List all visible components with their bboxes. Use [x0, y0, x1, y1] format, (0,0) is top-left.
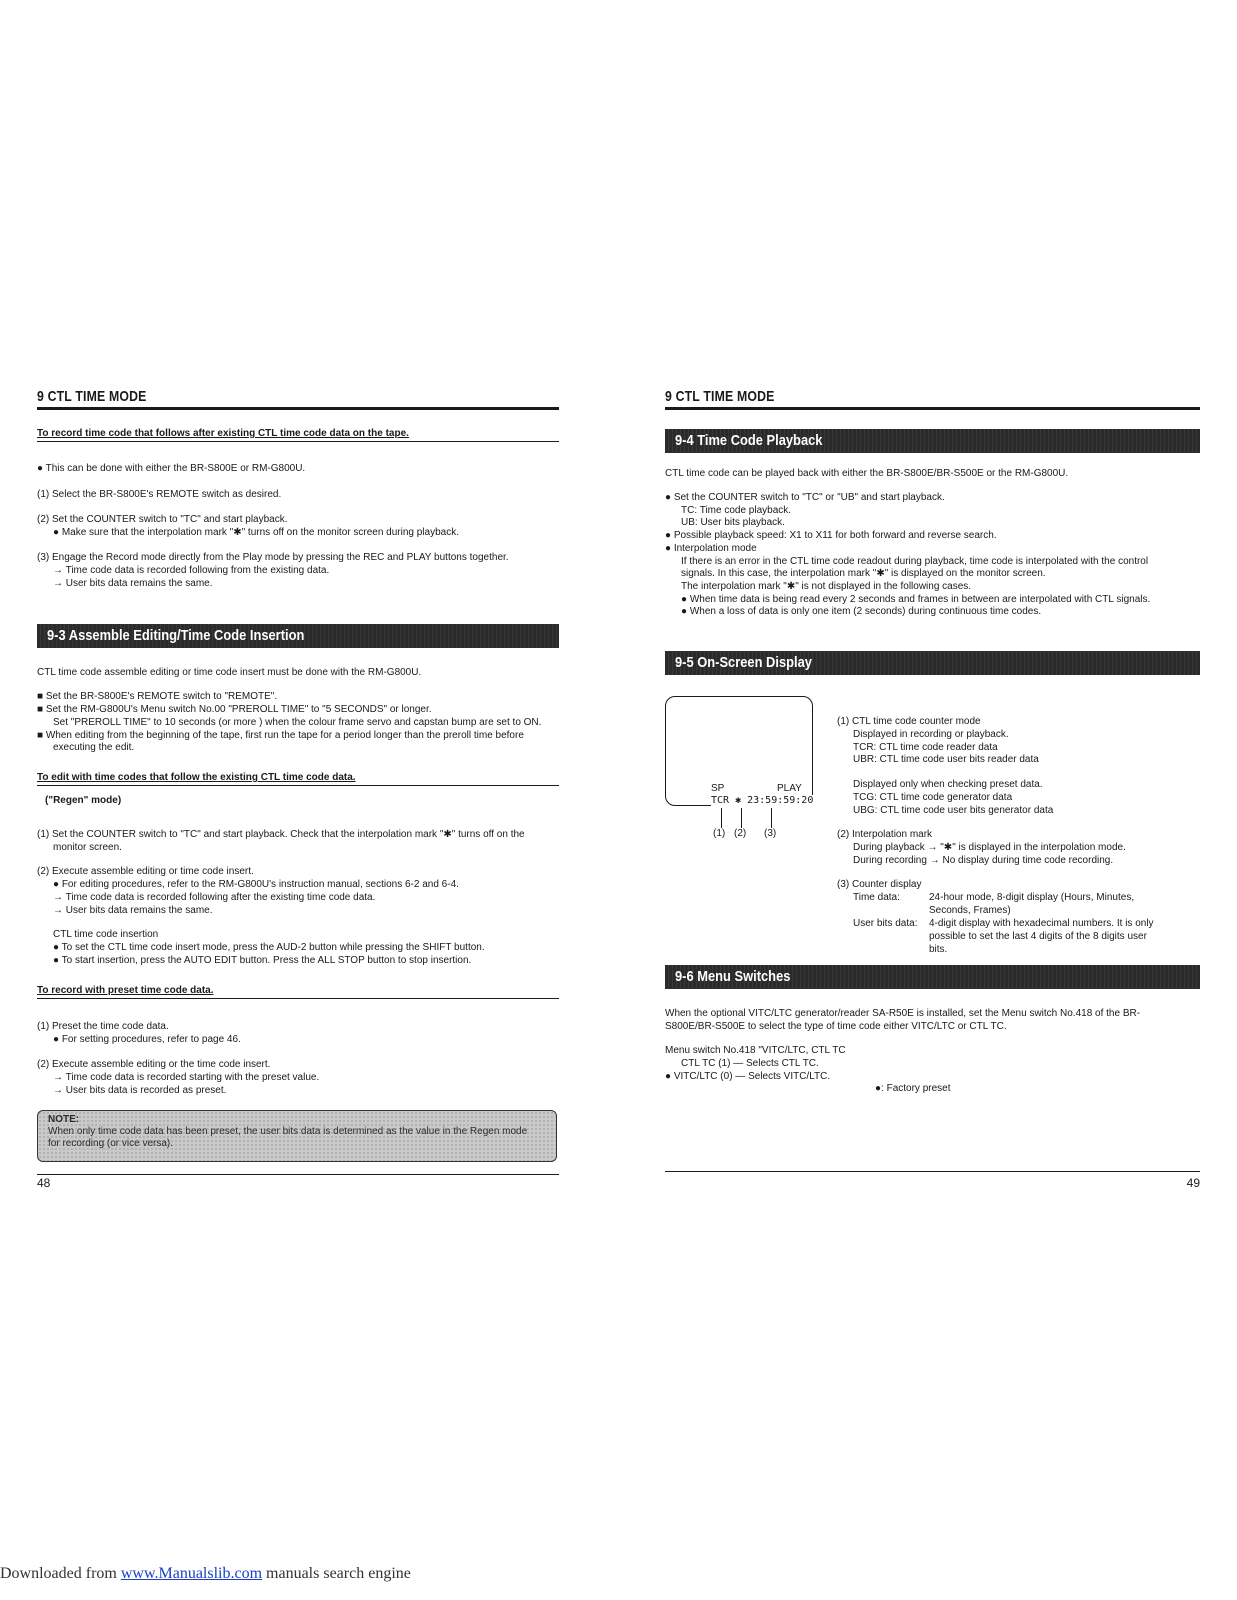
- text-line: During playback → "✱" is displayed in the interpolation mode.: [853, 842, 1126, 853]
- subheading-rule: [37, 998, 559, 999]
- row-key: User bits data:: [853, 918, 918, 929]
- step-line: (1) Select the BR-S800E's REMOTE switch as desired.: [37, 489, 282, 500]
- callout-item: (1) CTL time code counter mode: [837, 716, 981, 727]
- text-line: Set "PREROLL TIME" to 10 seconds (or more ) when the colour frame servo and capstan bump are set to ON.: [53, 717, 542, 728]
- text-line: TCR: CTL time code reader data: [853, 742, 998, 753]
- note-line: When only time code data has been preset, the user bits data is determined as the value in the Regen mode: [48, 1126, 528, 1137]
- download-footer: [0, 1565, 411, 1583]
- square-bullet: ■ When editing from the beginning of the tape, first run the tape for a period longer than the preroll time before: [37, 730, 524, 741]
- intro-line: CTL time code can be played back with either the BR-S800E/BR-S500E or the RM-G800U.: [665, 468, 1069, 479]
- text-line: TC: Time code playback.: [681, 505, 792, 516]
- bullet-line: ● Possible playback speed: X1 to X11 for both forward and reverse search.: [665, 530, 997, 541]
- step-line: (1) Preset the time code data.: [37, 1021, 169, 1032]
- text-line: executing the edit.: [53, 742, 135, 753]
- row-value: bits.: [929, 944, 948, 955]
- arrow-line: → User bits data remains the same.: [53, 905, 213, 916]
- row-value: Seconds, Frames): [929, 905, 1011, 916]
- callout-item: (2) Interpolation mark: [837, 829, 933, 840]
- bullet-line: ● For setting procedures, refer to page 46.: [53, 1034, 241, 1045]
- footer-prefix: Downloaded from: [0, 1565, 121, 1582]
- section-bar-9-6: 9-6 Menu Switches: [665, 965, 1200, 989]
- text-line: Menu switch No.418 "VITC/LTC, CTL TC: [665, 1045, 846, 1056]
- page-number: 49: [1186, 1176, 1200, 1190]
- callout-label: (3): [764, 828, 777, 839]
- step-line: (2) Set the COUNTER switch to "TC" and start playback.: [37, 514, 288, 525]
- osd-mode-label: PLAY: [777, 783, 802, 794]
- osd-speed-label: SP: [711, 783, 725, 794]
- text-line: signals. In this case, the interpolation mark "✱" is displayed on the monitor screen.: [681, 568, 1046, 579]
- chapter-title: 9 CTL TIME MODE: [37, 388, 147, 405]
- text-line: UBG: CTL time code user bits generator data: [853, 805, 1054, 816]
- text-line: CTL TC (1) — Selects CTL TC.: [681, 1058, 819, 1069]
- callout-label: (2): [734, 828, 747, 839]
- counter-row: [837, 891, 1197, 956]
- text-line: The interpolation mark "✱" is not displayed in the following cases.: [681, 581, 972, 592]
- text-line: If there is an error in the CTL time code readout during playback, time code is interpolated with the control: [681, 556, 1149, 567]
- text-line: During recording → No display during time code recording.: [853, 855, 1114, 866]
- text-line: Displayed in recording or playback.: [853, 729, 1009, 740]
- text-line: TCG: CTL time code generator data: [853, 792, 1013, 803]
- bullet-line: ● When a loss of data is only one item (2 seconds) during continuous time codes.: [681, 606, 1042, 617]
- callout-item: (3) Counter display: [837, 879, 922, 890]
- square-bullet: ■ Set the BR-S800E's REMOTE switch to "REMOTE".: [37, 691, 278, 702]
- text-line: CTL time code insertion: [53, 929, 159, 940]
- arrow-line: → User bits data remains the same.: [53, 578, 213, 589]
- footer-suffix: manuals search engine: [262, 1565, 411, 1582]
- subheading: To record with preset time code data.: [37, 985, 214, 996]
- bullet-line: ● For editing procedures, refer to the RM-G800U's instruction manual, sections 6-2 and 6-4.: [53, 879, 459, 890]
- subheading: To edit with time codes that follow the existing CTL time code data.: [37, 772, 356, 783]
- callout-label: (1): [713, 828, 726, 839]
- note-box: [37, 1110, 557, 1162]
- callout-line: [771, 808, 772, 828]
- bullet-line: ● Set the COUNTER switch to "TC" or "UB" and start playback.: [665, 492, 945, 503]
- step-line: (1) Set the COUNTER switch to "TC" and start playback. Check that the interpolation mark "✱" turns off on the: [37, 829, 525, 840]
- bullet-line: ● When time data is being read every 2 seconds and frames in between are interpolated with CTL signals.: [681, 594, 1151, 605]
- bullet-line: ● This can be done with either the BR-S800E or RM-G800U.: [37, 463, 306, 474]
- arrow-line: → User bits data is recorded as preset.: [53, 1085, 227, 1096]
- text-line: When the optional VITC/LTC generator/reader SA-R50E is installed, set the Menu switch No.418 of the BR-: [665, 1008, 1141, 1019]
- note-title: NOTE:: [48, 1114, 80, 1125]
- arrow-line: → Time code data is recorded following from the existing data.: [53, 565, 330, 576]
- regen-mode-label: ("Regen" mode): [45, 795, 122, 806]
- manualslib-link[interactable]: www.Manualslib.com: [120, 1565, 263, 1582]
- subheading-rule: [37, 441, 559, 442]
- callout-line: [721, 808, 722, 828]
- section-bar-9-3: 9-3 Assemble Editing/Time Code Insertion: [37, 624, 559, 648]
- text-line: UBR: CTL time code user bits reader data: [853, 754, 1039, 765]
- row-value: 4-digit display with hexadecimal numbers. It is only: [929, 918, 1154, 929]
- text-line: monitor screen.: [53, 842, 122, 853]
- bullet-line: ● Make sure that the interpolation mark "✱" turns off on the monitor screen during playback.: [53, 527, 459, 538]
- page-bottom-rule: [37, 1174, 559, 1175]
- page-bottom-rule: [665, 1171, 1200, 1172]
- text-line: UB: User bits playback.: [681, 517, 785, 528]
- step-line: (2) Execute assemble editing or time code insert.: [37, 866, 254, 877]
- callout-line: [741, 808, 742, 828]
- bullet-line: ● VITC/LTC (0) — Selects VITC/LTC.: [665, 1071, 831, 1082]
- arrow-line: → Time code data is recorded following after the existing time code data.: [53, 892, 376, 903]
- row-value: possible to set the last 4 digits of the 8 digits user: [929, 931, 1147, 942]
- bullet-line: ● To set the CTL time code insert mode, press the AUD-2 button while pressing the SHIFT button.: [53, 942, 485, 953]
- right-page: [665, 388, 1200, 1190]
- row-key: Time data:: [853, 892, 900, 903]
- bullet-line: ● Interpolation mode: [665, 543, 757, 554]
- text-line: S800E/BR-S500E to select the type of time code either VITC/LTC or CTL TC.: [665, 1021, 1007, 1032]
- text-line: Displayed only when checking preset data.: [853, 779, 1043, 790]
- section-bar-9-4: 9-4 Time Code Playback: [665, 429, 1200, 453]
- arrow-line: → Time code data is recorded starting with the preset value.: [53, 1072, 320, 1083]
- left-page: [37, 388, 559, 1190]
- factory-preset-note: ●: Factory preset: [875, 1083, 951, 1094]
- note-line: for recording (or vice versa).: [48, 1138, 174, 1149]
- bullet-line: ● To start insertion, press the AUTO EDIT button. Press the ALL STOP button to stop insertion.: [53, 955, 472, 966]
- section-bar-9-5: 9-5 On-Screen Display: [665, 651, 1200, 675]
- subheading-rule: [37, 785, 559, 786]
- intro-line: CTL time code assemble editing or time code insert must be done with the RM-G800U.: [37, 667, 422, 678]
- osd-timecode: TCR ✱ 23:59:59:20: [711, 795, 814, 806]
- page-number: 48: [37, 1176, 51, 1190]
- chapter-rule: [37, 407, 559, 410]
- square-bullet: ■ Set the RM-G800U's Menu switch No.00 "PREROLL TIME" to "5 SECONDS" or longer.: [37, 704, 432, 715]
- step-line: (2) Execute assemble editing or the time code insert.: [37, 1059, 271, 1070]
- chapter-rule: [665, 407, 1200, 410]
- row-value: 24-hour mode, 8-digit display (Hours, Minutes,: [929, 892, 1135, 903]
- chapter-title: 9 CTL TIME MODE: [665, 388, 775, 405]
- step-line: (3) Engage the Record mode directly from the Play mode by pressing the REC and PLAY buttons together.: [37, 552, 509, 563]
- subheading: To record time code that follows after existing CTL time code data on the tape.: [37, 428, 409, 439]
